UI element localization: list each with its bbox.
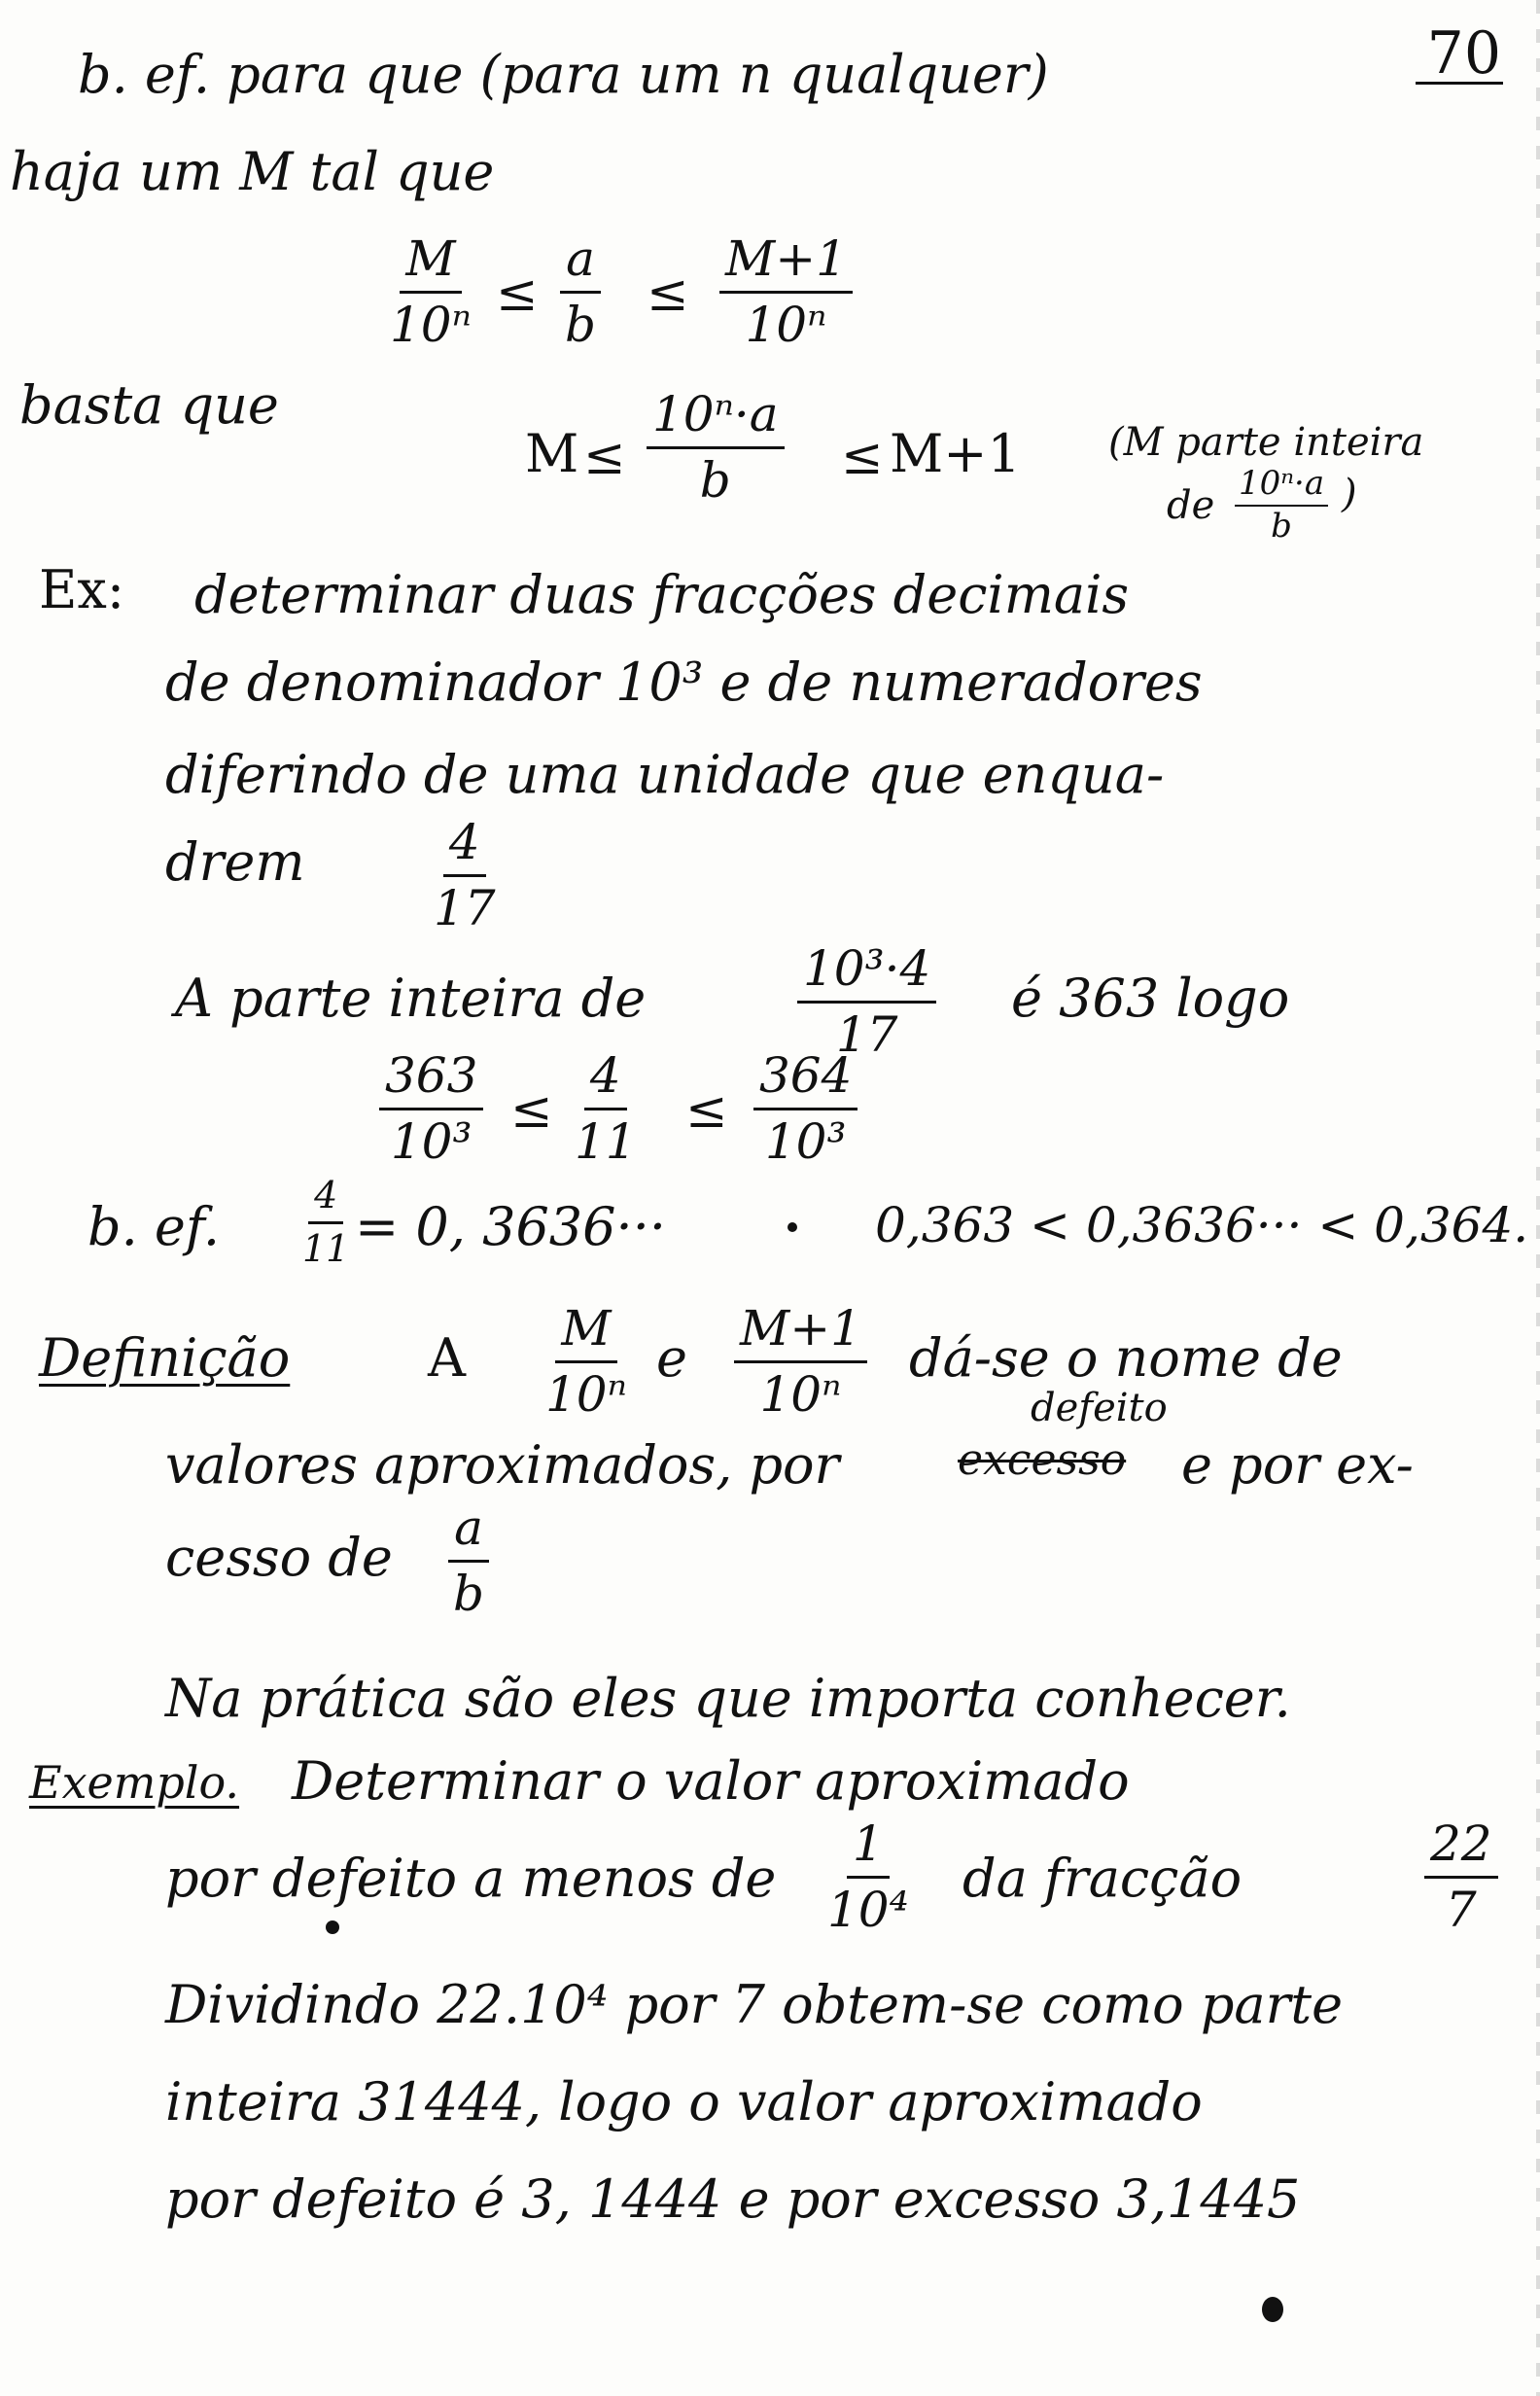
ineq2-left: M bbox=[525, 423, 579, 484]
def-a: A bbox=[428, 1327, 466, 1389]
frac-4-11-num: 4 bbox=[308, 1177, 343, 1224]
ex-line-5a: A parte inteira de bbox=[175, 968, 647, 1029]
ef2-decimal: = 0, 3636··· bbox=[355, 1196, 667, 1257]
div-line-1: Dividindo 22.10⁴ por 7 obtem-se como parte bbox=[165, 1974, 1344, 2035]
text-basta-que: basta que bbox=[19, 374, 279, 436]
def-frac-ab-num: a bbox=[448, 1502, 489, 1563]
ex-label: Ex: bbox=[39, 559, 125, 620]
ineq2-op-2: ≤ bbox=[841, 428, 884, 486]
page-number: 70 bbox=[1426, 19, 1501, 88]
ineq3-mid-num: 4 bbox=[584, 1050, 627, 1110]
frac-1034-num: 10³·4 bbox=[797, 943, 936, 1004]
ineq2-mid-den: b bbox=[699, 451, 731, 509]
ineq1-op-1: ≤ bbox=[496, 264, 539, 323]
def-line-2a: valores aproximados, por bbox=[165, 1434, 840, 1496]
ineq3-left-num: 363 bbox=[379, 1050, 483, 1110]
ineq3-right-den: 10³ bbox=[764, 1112, 847, 1170]
ineq2-mid-fraction bbox=[647, 386, 785, 509]
ineq1-left-fraction bbox=[384, 230, 477, 353]
ex-line-2: de denominador 10³ e de numeradores bbox=[165, 652, 1203, 713]
ineq1-right-fraction bbox=[719, 230, 853, 353]
def-frac-1-den: 10ⁿ bbox=[545, 1365, 627, 1423]
def-frac-2-num: M+1 bbox=[734, 1303, 867, 1363]
frac-1-104-den: 10⁴ bbox=[827, 1881, 909, 1938]
ineq3-mid-fraction bbox=[569, 1047, 643, 1170]
def-over-defeito: defeito bbox=[1031, 1386, 1168, 1430]
scan-edge bbox=[1536, 0, 1540, 2396]
bullet-dot bbox=[788, 1222, 797, 1232]
ineq3-mid-den: 11 bbox=[575, 1112, 637, 1170]
def-frac-ab bbox=[447, 1499, 490, 1622]
ineq1-left-den: 10ⁿ bbox=[390, 296, 472, 353]
def-strike-excesso: excesso bbox=[958, 1435, 1127, 1485]
frac-1-104 bbox=[822, 1815, 915, 1938]
exemplo-label: Exemplo. bbox=[29, 1756, 240, 1809]
ex-line-5b: é 363 logo bbox=[1011, 968, 1290, 1029]
def-frac-1 bbox=[540, 1300, 633, 1423]
ink-dot bbox=[326, 1920, 339, 1934]
exemplo-line-1: Determinar o valor aproximado bbox=[292, 1750, 1130, 1812]
page-number-underline bbox=[1416, 82, 1503, 85]
div-line-3: por defeito é 3, 1444 e por excesso 3,1445 bbox=[165, 2168, 1301, 2230]
frac-22-7-den: 7 bbox=[1445, 1881, 1477, 1938]
ineq2-op-1: ≤ bbox=[583, 428, 626, 486]
def-frac-ab-den: b bbox=[453, 1565, 485, 1622]
ex-line-1: determinar duas fracções decimais bbox=[194, 564, 1130, 625]
ex-line-4: drem bbox=[165, 831, 305, 893]
frac-22-7-num: 22 bbox=[1424, 1818, 1498, 1879]
ex-line-3: diferindo de uma unidade que enqua- bbox=[165, 744, 1165, 805]
ineq3-left-fraction bbox=[379, 1047, 483, 1170]
note-close-paren: ) bbox=[1342, 472, 1357, 516]
def-frac-2-den: 10ⁿ bbox=[759, 1365, 842, 1423]
def-label: Definição bbox=[39, 1327, 291, 1389]
def-line-3: cesso de bbox=[165, 1527, 393, 1588]
frac-4-17 bbox=[428, 814, 502, 936]
exemplo-line-2a: por defeito a menos de bbox=[165, 1848, 777, 1909]
def-line-1-end: dá-se o nome de bbox=[909, 1327, 1343, 1389]
note-parte-inteira: (M parte inteira bbox=[1108, 420, 1424, 465]
ineq1-mid-num: a bbox=[560, 233, 601, 294]
frac-1-104-num: 1 bbox=[847, 1818, 890, 1879]
text-line-2: haja um M tal que bbox=[10, 141, 495, 202]
def-e: e bbox=[656, 1327, 687, 1389]
ineq1-mid-fraction bbox=[559, 230, 602, 353]
frac-4-17-num: 4 bbox=[443, 817, 486, 877]
frac-4-11 bbox=[297, 1174, 355, 1270]
ineq1-right-num: M+1 bbox=[719, 233, 853, 294]
ineq3-op-1: ≤ bbox=[510, 1081, 553, 1140]
text-line-1: b. ef. para que (para um n qualquer) bbox=[78, 44, 1049, 105]
note-frac-den: b bbox=[1271, 506, 1292, 546]
ink-blot bbox=[1262, 2297, 1283, 2322]
frac-4-17-den: 17 bbox=[434, 879, 496, 936]
def-frac-2 bbox=[734, 1300, 867, 1423]
ineq1-op-2: ≤ bbox=[647, 264, 689, 323]
ineq1-mid-den: b bbox=[565, 296, 597, 353]
note-de: de bbox=[1167, 483, 1215, 528]
ineq3-op-2: ≤ bbox=[685, 1081, 728, 1140]
frac-4-11-den: 11 bbox=[302, 1226, 350, 1270]
frac-22-7 bbox=[1424, 1815, 1498, 1938]
div-line-2: inteira 31444, logo o valor aproximado bbox=[165, 2071, 1203, 2132]
frac-1034-den: 17 bbox=[835, 1005, 898, 1063]
ef2-label: b. ef. bbox=[88, 1196, 221, 1257]
exemplo-line-2b: da fracção bbox=[962, 1848, 1242, 1909]
ineq3-right-num: 364 bbox=[753, 1050, 858, 1110]
ineq1-right-den: 10ⁿ bbox=[745, 296, 827, 353]
frac-1034-17 bbox=[797, 940, 936, 1063]
ef2-chain: 0,363 < 0,3636··· < 0,364. bbox=[875, 1197, 1529, 1253]
ineq2-mid-num: 10ⁿ·a bbox=[647, 389, 785, 449]
note-frac-num: 10ⁿ·a bbox=[1235, 467, 1328, 507]
note-fraction bbox=[1235, 464, 1328, 546]
def-line-2b: e por ex- bbox=[1181, 1434, 1414, 1496]
ineq1-left-num: M bbox=[400, 233, 461, 294]
ineq3-right-fraction bbox=[753, 1047, 858, 1170]
ineq3-left-den: 10³ bbox=[390, 1112, 472, 1170]
def-frac-1-num: M bbox=[555, 1303, 616, 1363]
ineq2-right: M+1 bbox=[890, 423, 1021, 484]
pratica-line: Na prática são eles que importa conhecer. bbox=[165, 1668, 1291, 1729]
